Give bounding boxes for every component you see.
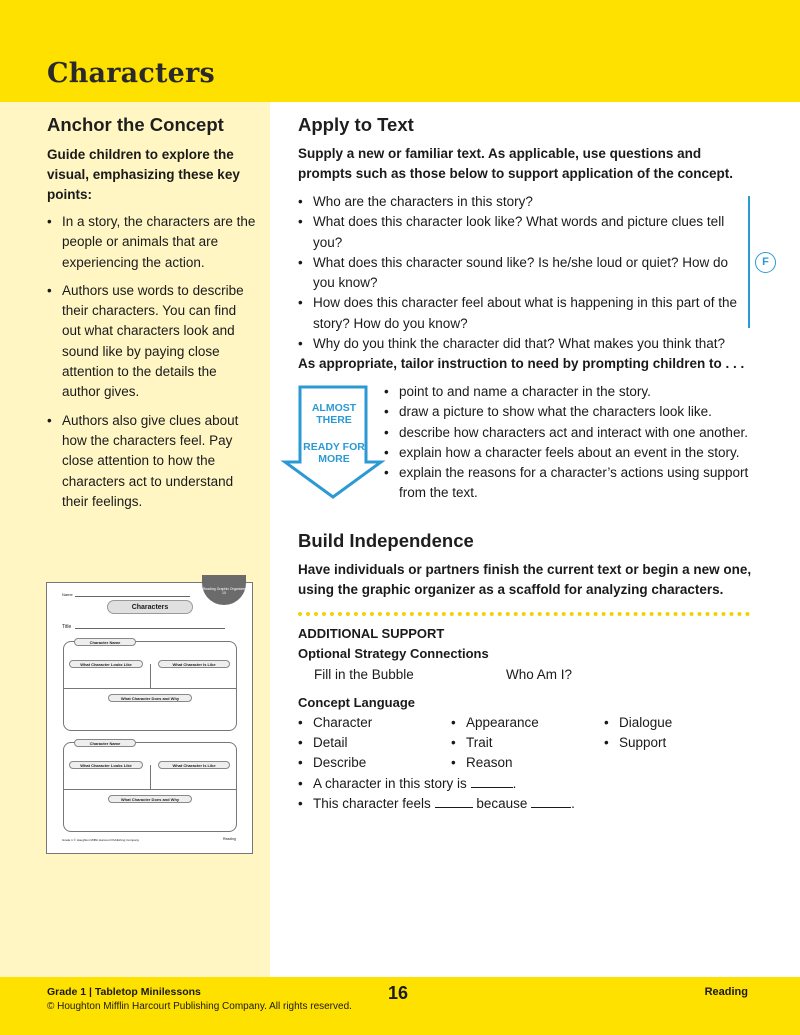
fill-blank (531, 797, 571, 808)
graphic-organizer-thumbnail (46, 582, 253, 854)
character-name-pill: Character Name (74, 638, 136, 646)
strategy-item: Who Am I? (506, 667, 573, 682)
anchor-point: • Authors also give clues about how the characters feel. Pay close attention to how the characters act to understand their feelings. (47, 411, 257, 512)
is-like-pill: What Character Is Like (158, 761, 230, 769)
frame-text: . (571, 796, 575, 811)
organizer-character-box (63, 641, 237, 731)
question-item: • Why do you think the character did that? What makes you think that? (298, 334, 738, 354)
organizer-title: Characters (107, 600, 193, 614)
organizer-footer: Grade 1 © Houghton Mifflin Harcourt Publishing Company (62, 838, 140, 842)
prompt-list (384, 382, 754, 504)
term-item: • Reason (451, 753, 513, 773)
header-band (0, 0, 800, 102)
organizer-title-label: Title (62, 624, 72, 630)
page-number: 16 (388, 983, 409, 1003)
question-item: • What does this character sound like? Is he/she loud or quiet? How do you know? (298, 253, 738, 294)
tailor-instruction: As appropriate, tailor instruction to need by prompting children to . . . (298, 356, 745, 371)
does-why-pill: What Character Does and Why (108, 795, 192, 803)
additional-support-heading: ADDITIONAL SUPPORT (298, 626, 445, 641)
level-f-marker: F (755, 252, 776, 273)
anchor-point: • In a story, the characters are the people or animals that are experiencing the action. (47, 212, 257, 273)
strategy-heading: Optional Strategy Connections (298, 646, 489, 661)
frame-text: This character feels (313, 796, 431, 811)
section-divider (298, 612, 750, 616)
question-item: • Who are the characters in this story? (298, 192, 738, 212)
build-text: Have individuals or partners finish the current text or begin a new one, using the graphic organizer as a scaffold for analyzing characters. (298, 562, 752, 597)
term-item: • Appearance (451, 713, 539, 733)
frame-text: because (476, 796, 528, 811)
organizer-character-box (63, 742, 237, 832)
is-like-pill: What Character Is Like (158, 660, 230, 668)
footer-band (0, 977, 800, 1035)
footer-section: Reading (704, 986, 748, 998)
anchor-points (47, 212, 257, 520)
does-why-pill: What Character Does and Why (108, 694, 192, 702)
term-item: • Detail (298, 733, 348, 753)
sentence-frame (298, 794, 575, 814)
question-item: • How does this character feel about what is happening in this part of the story? How do you know? (298, 293, 738, 334)
term-item: • Support (604, 733, 666, 753)
prompt-item: • draw a picture to show what the characters look like. (384, 402, 754, 422)
term-item: • Describe (298, 753, 366, 773)
footer-grade: Grade 1 | Tabletop Minilessons (47, 986, 201, 998)
organizer-divider (64, 789, 236, 790)
strategy-item: Fill in the Bubble (314, 667, 414, 682)
organizer-footer-right: Reading (222, 837, 236, 841)
term-item: • Dialogue (604, 713, 672, 733)
prompt-item: • explain the reasons for a character’s actions using support from the text. (384, 463, 754, 504)
frame-text: . (512, 776, 517, 791)
apply-heading: Apply to Text (298, 114, 414, 135)
footer-copyright: © Houghton Mifflin Harcourt Publishing Company. All rights reserved. (47, 1001, 352, 1012)
anchor-heading: Anchor the Concept (47, 114, 224, 135)
question-item: • What does this character look like? What words and picture clues tell you? (298, 212, 738, 253)
organizer-name-line (75, 596, 190, 597)
organizer-badge: Reading Graphic Organizer 10 (202, 575, 246, 605)
almost-there-label: ALMOST THERE (311, 402, 357, 426)
sentence-frame (298, 774, 516, 794)
build-heading: Build Independence (298, 530, 474, 551)
prompt-item: • explain how a character feels about an event in the story. (384, 443, 754, 463)
organizer-divider (150, 664, 151, 688)
anchor-point: • Authors use words to describe their characters. You can find out what characters look and sound like by paying close attention to the details the author gives. (47, 281, 257, 403)
questions-side-bar (748, 196, 750, 328)
frame-text: A character in this story is (313, 776, 467, 791)
looks-like-pill: What Character Looks Like (69, 761, 143, 769)
page-title: Characters (47, 58, 215, 89)
anchor-intro: Guide children to explore the visual, emphasizing these key points: (47, 147, 240, 202)
organizer-name-label: Name (62, 592, 73, 597)
apply-intro: Supply a new or familiar text. As applicable, use questions and prompts such as those below to support application of the concept. (298, 146, 734, 181)
term-item: • Trait (451, 733, 493, 753)
prompt-item: • point to and name a character in the story. (384, 382, 754, 402)
looks-like-pill: What Character Looks Like (69, 660, 143, 668)
character-name-pill: Character Name (74, 739, 136, 747)
apply-questions (298, 192, 738, 354)
fill-blank (471, 777, 513, 788)
fill-blank (435, 797, 473, 808)
ready-for-more-label: READY FOR MORE (303, 441, 365, 465)
term-item: • Character (298, 713, 372, 733)
concept-language-heading: Concept Language (298, 695, 416, 710)
prompt-item: • describe how characters act and interact with one another. (384, 423, 754, 443)
organizer-divider (64, 688, 236, 689)
organizer-title-line (75, 628, 225, 629)
organizer-divider (150, 765, 151, 789)
